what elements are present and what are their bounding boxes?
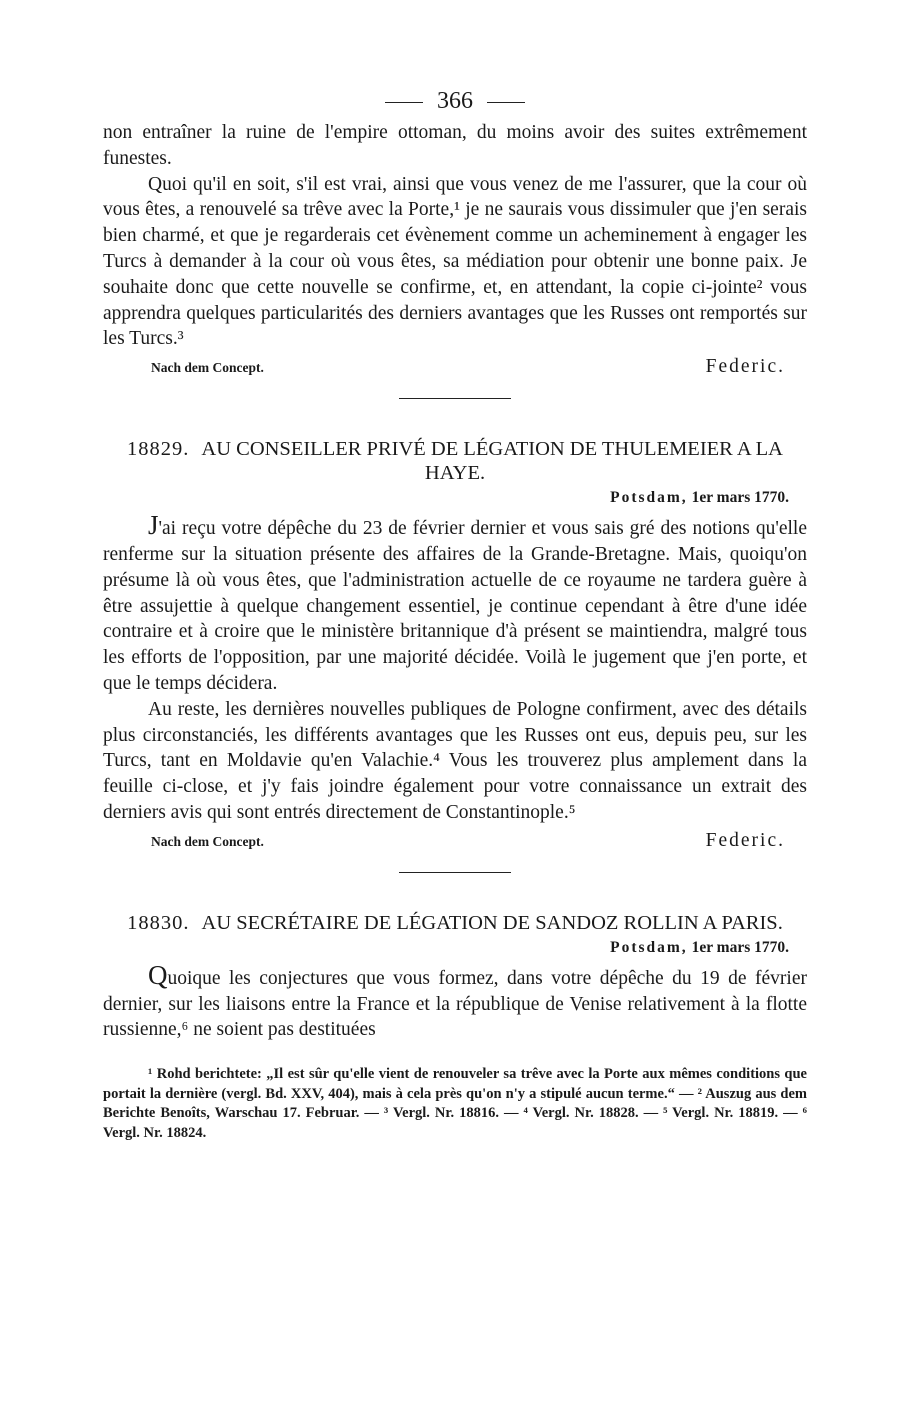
dateline-place: Potsdam,: [610, 938, 688, 956]
letter-paragraph-2: Au reste, les dernières nouvelles publiques de Pologne confirment, avec des détails plus circonstanciés, les différents avantages que les Russes ont eus, depuis peu, sur les Turcs, tant en Moldavie qu'en Valachie.⁴ Vous les trouverez plus amplement dans la feuille ci-close, et j'y fais joindre également pour votre connaissance un extrait des derniers avis qui sont entrés directement de Constantinople.⁵: [103, 698, 807, 823]
initial-letter: Q: [148, 959, 168, 990]
dateline-place: Potsdam,: [610, 489, 688, 507]
letter-paragraph-1: [103, 959, 807, 1043]
section-divider: [399, 872, 511, 873]
letter-paragraph-1-text: uoique les conjectures que vous formez, dans votre dépêche du 19 de février dernier, sur les liaisons entre la France et la république de Venise relativement à la flotte russienne,⁶ ne soient pas destituées: [103, 967, 807, 1041]
page-number: 366: [437, 88, 473, 114]
footnotes: [103, 1065, 807, 1143]
dash-right: [487, 102, 525, 103]
continuation-paragraph-1: non entraîner la ruine de l'empire ottoman, du moins avoir des suites extrêmement funestes.: [103, 122, 807, 169]
letter-number: 18829.: [127, 438, 190, 461]
dateline-date: 1er mars 1770.: [691, 489, 789, 507]
letter-paragraph-1: [103, 510, 807, 697]
page-number-line: [103, 84, 807, 118]
dateline: [103, 489, 789, 507]
letter-paragraph-1-text: 'ai reçu votre dépêche du 23 de février dernier et vous sais gré des notions qu'elle renferme sur la situation présente des affaires de la Grande-Bretagne. Mais, quoiqu'on présume là où vous êtes, que l'administration actuelle de ce royaume ne tardera guère à être assujettie à quelque changement essentiel, je continue cependant à être d'une idée contraire et à croire que le ministère britannique d'à présent se maintiendra, malgré tous les efforts de l'opposition, par une majorité décidée. Voilà le jugement que j'en porte, et que le temps décidera.: [103, 518, 807, 694]
signature-line: [103, 830, 807, 852]
continuation-text: [103, 120, 807, 352]
letter-body-18830: [103, 959, 807, 1043]
book-page: [103, 84, 807, 1143]
letter-number: 18830.: [127, 911, 190, 934]
signature: Federic.: [705, 356, 785, 378]
dateline: [103, 939, 789, 957]
source-note: Nach dem Concept.: [151, 360, 264, 376]
source-note: Nach dem Concept.: [151, 833, 264, 849]
dash-left: [385, 102, 423, 103]
letter-heading-18829: [103, 437, 807, 485]
section-divider: [399, 398, 511, 399]
letter-heading-18830: [103, 911, 807, 935]
letter-body-18829: [103, 510, 807, 826]
letter-title: AU SECRÉTAIRE DE LÉGATION DE SANDOZ ROLLIN A PARIS.: [201, 911, 783, 934]
signature: Federic.: [705, 829, 785, 851]
dateline-date: 1er mars 1770.: [691, 938, 789, 956]
continuation-paragraph-2: Quoi qu'il en soit, s'il est vrai, ainsi que vous venez de me l'assurer, que la cour où vous êtes, a renouvelé sa trêve avec la Porte,¹ je ne saurais vous dissimuler que j'en serais bien charmé, et que je regarderais cet évènement comme un acheminement à engager les Turcs à demander à la cour où vous êtes, sa médiation pour obtenir une bonne paix. Je souhaite donc que cette nouvelle se confirme, et, en attendant, la copie ci-jointe² vous apprendra quelques particularités des derniers avantages que les Russes ont remportés sur les Turcs.³: [103, 173, 807, 350]
footnote-text: ¹ Rohd berichtete: „Il est sûr qu'elle vient de renouveler sa trêve avec la Porte aux mêmes conditions que portait la dernière (vergl. Bd. XXV, 404), mais à cela près qu'on n'y a stipulé aucun terme.“ — ² Auszug aus dem Berichte Benoîts, Warschau 17. Februar. — ³ Vergl. Nr. 18816. — ⁴ Vergl. Nr. 18828. — ⁵ Vergl. Nr. 18819. — ⁶ Vergl. Nr. 18824.: [103, 1066, 807, 1141]
initial-letter: J: [148, 510, 159, 541]
signature-line: [103, 356, 807, 378]
letter-title: AU CONSEILLER PRIVÉ DE LÉGATION DE THULEMEIER A LA HAYE.: [201, 438, 783, 485]
